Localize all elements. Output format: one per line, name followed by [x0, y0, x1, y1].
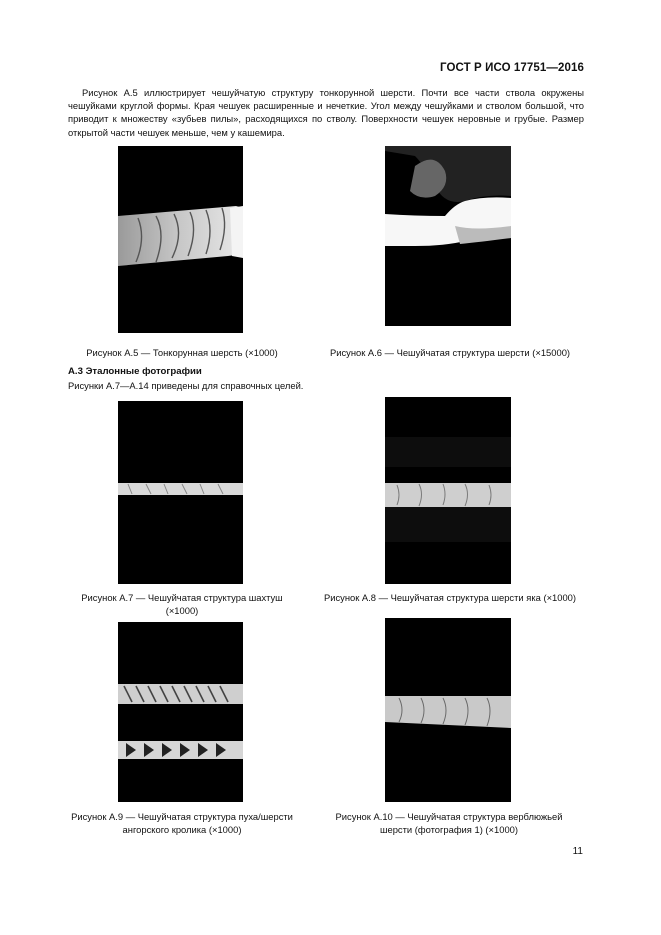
figure-a9-photo [118, 622, 243, 802]
standard-designation: ГОСТ Р ИСО 17751—2016 [439, 62, 584, 74]
figure-a10-caption: Рисунок А.10 — Чешуйчатая структура верблюжьей шерсти (фотография 1) (×1000) [335, 811, 563, 835]
page-number: 11 [572, 846, 583, 857]
figure-a9-caption: Рисунок А.9 — Чешуйчатая структура пуха/шерсти ангорского кролика (×1000) [71, 811, 293, 835]
figure-a10-photo [385, 618, 511, 802]
figure-a8-photo [385, 397, 511, 584]
figure-a5-photo [118, 146, 243, 333]
intro-paragraph: Рисунок А.5 иллюстрирует чешуйчатую структуру тонкорунной шерсти. Почти все части ствола окружены чешуйками круглой формы. Края чешуек расширенные и нечеткие. Угол между чешуйками и стволом большой, что приводит к множеству «зубьев пилы», расходящихся по стволу. Поверхности чешуек неровные и грубые. Размер открытой части чешуек меньше, чем у кашемира. [68, 87, 584, 138]
figure-a6-caption: Рисунок А.6 — Чешуйчатая структура шерсти (×15000) [329, 347, 571, 358]
section-note: Рисунки А.7—А.14 приведены для справочных целей. [68, 380, 304, 391]
section-heading: А.3 Эталонные фотографии [68, 366, 202, 377]
figure-a5-caption: Рисунок А.5 — Тонкорунная шерсть (×1000) [86, 347, 278, 358]
figure-a8-caption: Рисунок А.8 — Чешуйчатая структура шерсти яка (×1000) [323, 592, 577, 603]
figure-a7-caption: Рисунок А.7 — Чешуйчатая структура шахтуш (×1000) [81, 592, 283, 616]
figure-a6-photo [385, 146, 511, 326]
figure-a7-photo [118, 401, 243, 584]
